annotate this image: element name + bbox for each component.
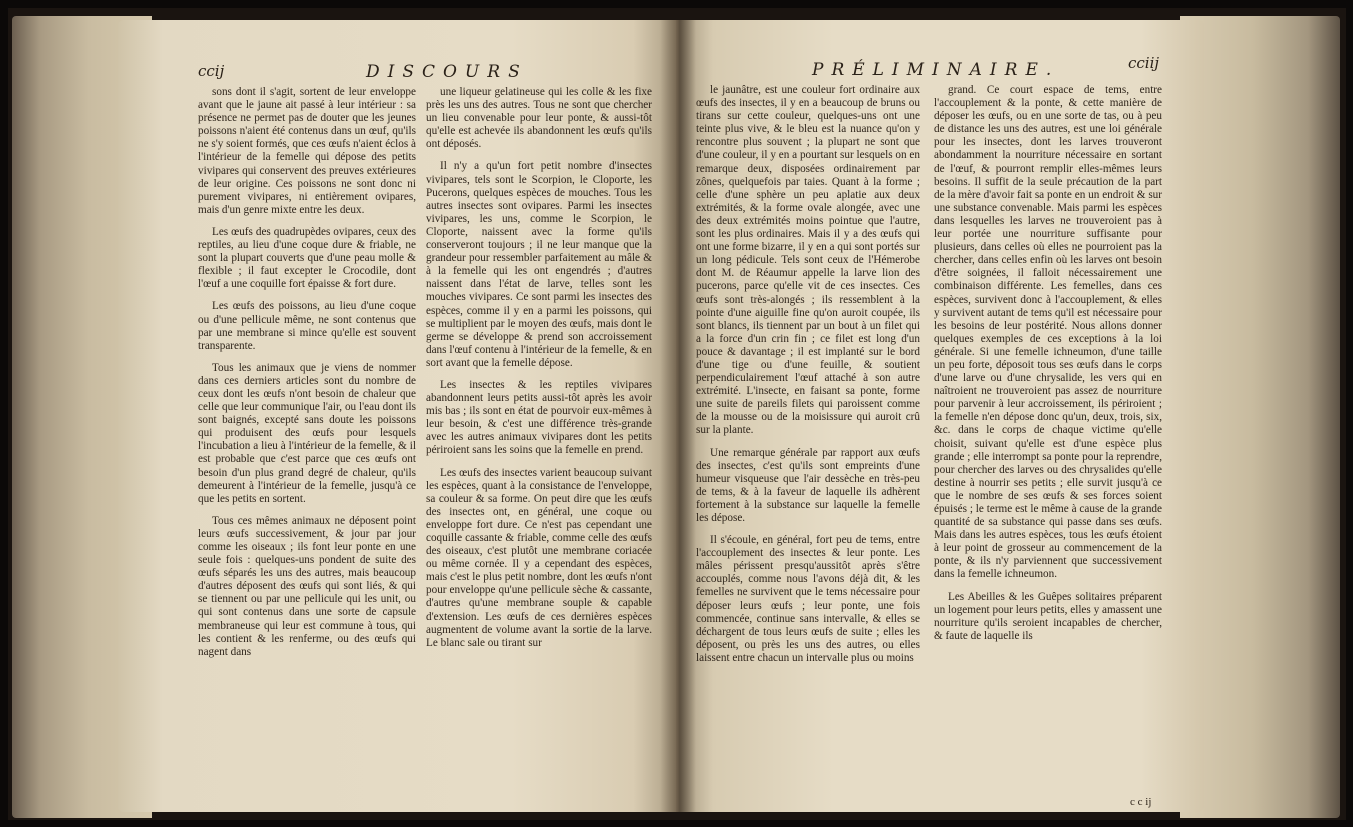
paragraph: Les insectes & les reptiles vivipares abandonnent leurs petits aussi-tôt après les avoir mis bas ; ils sont en état de pourvoir eux-mêmes à leur besoin, & c'est une différence très-grande avec les autres animaux vivipares dont les petits périroient sans les soins que la femelle en prend. (426, 378, 652, 457)
paragraph: Tous les animaux que je viens de nommer dans ces derniers articles sont du nombre de ceux dont les œufs n'ont besoin de chaleur que celle que leur communique l'air, ou l'eau dont ils sont baignés, excepté sans doute les poissons qui produisent des œufs pour lesquels l'incubation a lieu à l'intérieur de la femelle, & il est probable que c'est parce que ces œufs ont besoin d'un plus grand degré de chaleur, qu'ils demeurent à l'intérieur de la femelle, jusqu'à ce que les petits en sortent. (198, 361, 416, 505)
left-folio: ccij (198, 62, 225, 80)
paragraph: le jaunâtre, est une couleur fort ordinaire aux œufs des insectes, il y en a beaucoup de bruns ou tirans sur cette couleur, quelques-uns ont une teinte plus vive, & le bleu est la nuance qu'on y rencontre plus souvent ; la plupart ne sont que d'une couleur, il y en a pourtant sur lesquels on en remarque deux, disposées ordinairement par zônes, quelquefois par taies. Quant à la forme ; celle d'une sphère un peu aplatie aux deux extrémités, & la forme ovale alongée, avec une des deux extrémités moins pointue que l'autre, sont les plus ordinaires. Mais il y a des œufs qui ont une forme bizarre, il y en a qui sont portés sur un long pédicule. Tels sont ceux de l'Hémerobe dont M. de Réaumur appelle la larve lion des pucerons, parce qu'elle vit de ces insectes. Ces œufs sont très-alongés ; ils ressemblent à la pointe d'une aiguille fine qu'on auroit coupée, ils sont blancs, ils tiennent par un bout à un filet qui a la force d'un crin fin ; ce filet est long d'un pouce & davantage ; il est implanté sur le bord d'une tige ou d'une feuille, & soutient perpendiculairement l'œuf attaché à son autre extrémité. L'insecte, en faisant sa ponte, forme une suite de pareils filets qui paroissent comme de la mousse ou de la moisissure qui auroit crû sur la plante. (696, 84, 920, 437)
paragraph: Les œufs des insectes varient beaucoup suivant les espèces, quant à la consistance de l'enveloppe, sa couleur & sa forme. On peut dire que les œufs des insectes ont, en général, une coque ou enveloppe fort dure. Ce n'est pas cependant une coquille cassante & friable, comme celle des œufs des oiseaux, c'est plutôt une membrane coriacée ou même cornée. Il y a cependant des espèces, mais c'est le plus petit nombre, dont les œufs n'ont pour enveloppe qu'une pellicule sèche & cassante, d'autres qu'une membrane souple & capable d'extension. Les œufs de ces dernières espèces augmentent de volume avant la sortie de la larve. Le blanc sale ou tirant sur (426, 466, 652, 649)
paragraph: Une remarque générale par rapport aux œufs des insectes, c'est qu'ils sont empreints d'une humeur visqueuse que l'air dessèche en très-peu de tems, & à la faveur de laquelle ils adhèrent fortement à la substance sur laquelle la femelle les dépose. (696, 446, 920, 524)
paragraph: Les œufs des quadrupèdes ovipares, ceux des reptiles, au lieu d'une coque dure & friable, ne sont la plupart couverts que d'une peau molle & flexible ; il faut excepter le Crocodile, dont l'œuf a une coquille fort épaisse & fort dure. (198, 225, 416, 291)
paragraph: une liqueur gelatineuse qui les colle & les fixe près les uns des autres. Tous ne sont que chercher un lieu convenable pour leur ponte, & aussi-tôt qu'elle est achevée ils abandonnent les œufs qu'ils ont déposés. (426, 86, 652, 151)
paragraph: grand. Ce court espace de tems, entre l'accouplement & la ponte, & cette manière de déposer les œufs, ou en une sorte de tas, ou à peu de distance les uns des autres, est une loi générale pour les insectes, dont les larves trouveront abondamment la nourriture nécessaire en sortant de l'œuf, & pourront remplir elles-mêmes leurs besoins. Il suffit de la seule précaution de la part de la mère d'avoir fait sa ponte en un endroit & sur une substance convenable. Mais parmi les espèces dans lesquelles les larves ne trouveroient pas à leur portée une nourriture suffisante pour plusieurs, dans celles où elles ne pourroient pas la chercher, dans celles enfin où les larves ont besoin d'être soignées, il falloit nécessairement une combinaison différente. Les femelles, dans ces espèces, survivent donc à l'accouplement, & elles y survivent autant de tems qu'il est nécessaire pour les besoins de leur postérité. Nous allons donner quelques exemples de ces exceptions à la loi générale. Si une femelle ichneumon, d'une taille un peu forte, déposoit tous ses œufs dans le corps d'une larve ou d'une chrysalide, les vers qui en naîtroient ne trouveroient pas assez de nourriture pour parvenir à leur accroissement, ils périroient ; la femelle n'en dépose donc qu'un, deux, trois, six, &c. dans le corps de chaque victime qu'elle choisit, suivant qu'elle est d'une espèce plus grande ; elle interrompt sa ponte pour la reprendre, pour chercher des larves ou des chrysalides qu'elle destine à nourrir ses petits ; elle survit jusqu'à ce que le nombre de ses œufs & ses forces soient épuisés ; le terme est le même à cause de la grande quantité de sa substance qui passe dans ses œufs. Mais dans les autres espèces, tous les œufs étoient à leur point de grosseur au commencement de la ponte, & ils n'y parviennent que successivement dans la femelle ichneumon. (934, 84, 1162, 581)
paragraph: Les Abeilles & les Guêpes solitaires préparent un logement pour leurs petits, elles y amassent une nourriture qu'ils seroient incapables de chercher, & faute de laquelle ils (934, 590, 1162, 642)
paragraph: Tous ces mêmes animaux ne déposent point leurs œufs successivement, & jour par jour comme les oiseaux ; ils font leur ponte en une seule fois : quelques-uns pondent de suite des œufs séparés les uns des autres, mais beaucoup d'autres déposent des œufs qui sont liés, & qui se tiennent ou par une pellicule qui les unit, ou qui sont contenus dans une sorte de capsule membraneuse qui leur est commune à tous, qui les contient & les renferme, ou des œufs qui nagent dans (198, 514, 416, 658)
paragraph: Il n'y a qu'un fort petit nombre d'insectes vivipares, tels sont le Scorpion, le Cloporte, les Pucerons, quelques espèces de mouches. Tous les autres insectes sont ovipares. Parmi les insectes vivipares, les uns, comme le Scorpion, le Cloporte, naissent avec la forme qu'ils conserveront toujours ; il ne leur manque que la grandeur pour ressembler parfaitement au mâle & à la femelle qui les ont engendrés ; d'autres naissent dans l'état de larve, telles sont les mouches vivipares. Ce sont parmi les insectes des espèces, comme il y en a parmi les poissons, qui se multiplient par le moyen des œufs, mais dont le germe se développe & prend son accroissement dans l'œuf contenu à l'intérieur de la femelle, & en sort avant que la femelle dépose. (426, 160, 652, 369)
right-column-2 (934, 84, 1162, 796)
left-running-head: DISCOURS (366, 62, 528, 82)
right-column-1 (696, 84, 920, 804)
right-page-edges (1180, 16, 1340, 818)
gutter-shadow (660, 20, 696, 812)
paragraph: Il s'écoule, en général, fort peu de tems, entre l'accouplement des insectes & leur ponte. Les mâles périssent presqu'aussitôt après s'être accouplés, comme nous l'avons déjà dit, & les femelles ne survivent que le tems nécessaire pour déposer leurs œufs ; leur ponte, une fois commencée, continue sans intervalle, & elles se déchargent de tous leurs œufs de suite ; elles les déposent, ou près les uns des autres, ou elles laissent entre chacun un intervalle plus ou moins (696, 534, 920, 664)
paragraph: Les œufs des poissons, au lieu d'une coque ou d'une pellicule même, ne sont contenus que par une membrane si mince qu'elle est souvent transparente. (198, 300, 416, 352)
paragraph: sons dont il s'agit, sortent de leur enveloppe avant que le jaune ait passé à leur intérieur : sa présence ne permet pas de douter que les jeunes poissons n'aient été contenus dans un œuf, qu'ils ne s'y soient formés, que ces œufs n'aient éclos à l'intérieur de la femelle qui dépose des petits vivipares qui conservent des preuves extérieures de leur origine. Ces poissons ne sont donc ni purement vivipares, ni entièrement ovipares, mais d'un genre mixte entre les deux. (198, 86, 416, 216)
signature-mark: c c ij (1130, 796, 1152, 808)
right-running-head: PRÉLIMINAIRE. (812, 60, 1060, 80)
right-folio: cciij (1128, 54, 1160, 72)
left-column-1 (198, 86, 416, 806)
left-column-2 (426, 86, 652, 806)
